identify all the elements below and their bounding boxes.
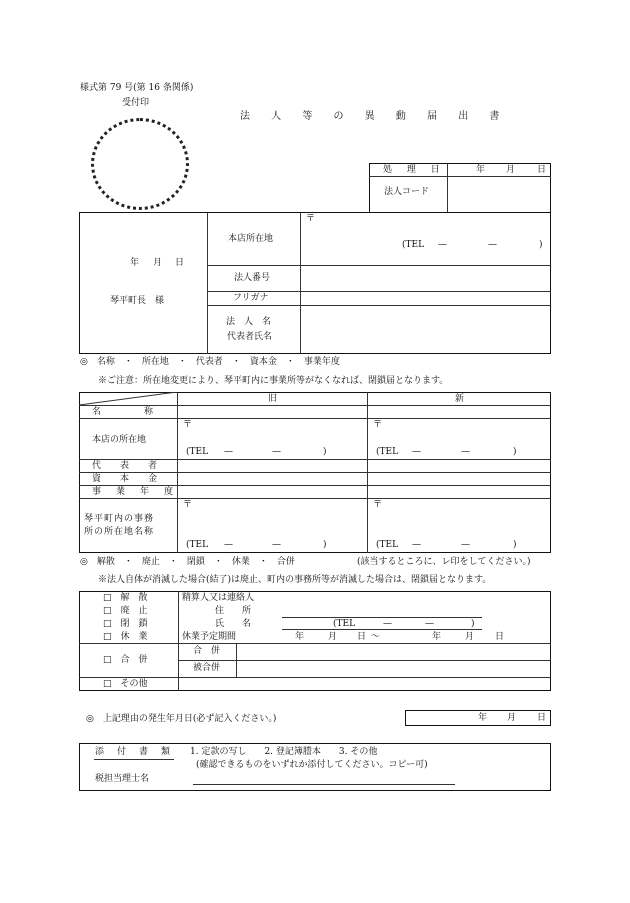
name-old-field[interactable] [179,406,366,417]
row-head-office: 本店の所在地 [92,435,147,445]
office-new-tel-open: (TEL [376,540,399,550]
new-tel-dash-1: — [412,447,421,457]
row-name: 名 称 [92,407,158,417]
office-day: 日 [537,165,547,175]
head-office-new-field[interactable] [369,419,550,458]
applicant-date-year: 年 [130,258,140,268]
susp-tilde: ～ [371,632,381,642]
office-old-tel-close: ) [323,540,327,550]
capital-new-field[interactable] [369,473,550,484]
attachments-note: (確認できるものをいずれか添付してください。コピー可) [196,760,428,770]
check-dissolution[interactable]: □ 解 散 [103,593,148,603]
head-office-field[interactable] [302,213,550,264]
merger-field[interactable] [238,644,550,659]
new-tel-close: ) [513,447,517,457]
rep-new-field[interactable] [369,460,550,471]
occ-month: 月 [507,713,517,723]
office-new-tel-close: ) [513,540,517,550]
attachments-label: 添 付 書 類 [95,747,173,757]
section2-heading-note: (該当するところに、レ印をしてください。) [357,557,531,567]
merged-field[interactable] [238,661,550,676]
corp-code-label: 法人コード [384,187,430,197]
occ-year: 年 [478,713,488,723]
new-tel-dash-2: — [461,447,470,457]
tel-dash-2: — [488,240,497,250]
section2-heading: ◎ 解散 ・ 廃止 ・ 閉鎖 ・ 休業 ・ 合併 [80,557,295,567]
row-capital: 資 本 金 [92,474,163,484]
furigana-label: フリガナ [233,293,269,303]
liq-tel-dash-1: — [383,619,392,629]
corp-name-label: 法 人 名 [226,317,272,327]
old-tel-dash-1: — [224,447,233,457]
tel-close: ) [539,240,543,250]
old-tel-close: ) [323,447,327,457]
liq-tel-open: (TEL [333,619,356,629]
merger-label: 合 併 [193,646,221,656]
office-old-postal: 〒 [183,500,193,510]
old-tel-open: (TEL [186,447,209,457]
occurrence-label: ◎ 上記理由の発生年月日(必ず記入ください。) [86,714,277,724]
tel-dash-1: — [438,240,447,250]
section1-heading: ◎ 名称 ・ 所在地 ・ 代表者 ・ 資本金 ・ 事業年度 [80,357,340,367]
name-label: 氏 名 [215,619,252,629]
old-tel-dash-2: — [272,447,281,457]
head-office-old-field[interactable] [179,419,366,458]
address-label: 住 所 [215,606,252,616]
receipt-stamp-label: 受付印 [122,98,150,108]
tax-accountant-label: 税担当理士名 [95,774,150,784]
form-number: 様式第 79 号(第 16 条関係) [80,83,194,93]
header-diagonal [79,392,177,405]
name-new-field[interactable] [369,406,550,417]
tax-accountant-field[interactable] [193,772,455,784]
liquidator-label: 精算人又は連絡人 [182,593,255,603]
office-old-field[interactable] [179,499,366,552]
check-suspension[interactable]: □ 休 業 [103,632,148,642]
new-tel-open: (TEL [376,447,399,457]
office-year: 年 [476,165,486,175]
addressee: 琴平町長 様 [110,296,165,306]
other-field[interactable] [180,678,550,690]
liq-tel-close: ) [471,619,475,629]
capital-old-field[interactable] [179,473,366,484]
liquidator-name-field[interactable] [282,618,332,629]
office-old-tel-open: (TEL [186,540,209,550]
liquidator-address-field[interactable] [282,605,482,617]
section2-note: ※法人自体が消滅した場合(結了)は廃止、町内の事務所等が消滅した場合は、閉鎖届となります。 [98,575,492,585]
row-fiscal: 事 業 年 度 [92,487,177,497]
processing-date-label: 処 理 日 [383,165,446,175]
office-month: 月 [506,165,516,175]
office-new-tel-dash-2: — [461,540,470,550]
check-closure[interactable]: □ 閉 鎖 [103,619,148,629]
susp-year-from: 年 [295,632,305,642]
head-office-label: 本店所在地 [228,234,274,244]
occ-day: 日 [537,713,547,723]
susp-year-to: 年 [432,632,442,642]
postal-mark: 〒 [306,214,316,224]
applicant-date-month: 月 [153,258,163,268]
check-other[interactable]: □ その他 [103,679,148,689]
receipt-stamp-circle [91,118,189,210]
corp-number-label: 法人番号 [234,273,271,283]
office-new-tel-dash-1: — [412,540,421,550]
suspension-label: 休業予定期間 [182,632,237,642]
merged-label: 被合併 [193,663,221,673]
office-old-tel-dash-1: — [224,540,233,550]
row-office-line1: 琴平町内の事務 [84,514,155,524]
check-merger[interactable]: □ 合 併 [103,655,148,665]
col-old: 旧 [268,394,278,404]
old-postal: 〒 [183,420,193,430]
corp-code-field[interactable] [448,177,550,212]
office-old-tel-dash-2: — [272,540,281,550]
furigana-field[interactable] [302,292,550,304]
office-new-field[interactable] [369,499,550,552]
row-rep: 代 表 者 [92,461,163,471]
corp-name-field[interactable] [302,306,550,353]
check-abolition[interactable]: □ 廃 止 [103,606,148,616]
office-new-postal: 〒 [373,500,383,510]
fiscal-old-field[interactable] [179,486,366,497]
susp-month-from: 月 [328,632,338,642]
liq-tel-dash-2: — [425,619,434,629]
col-new: 新 [455,394,465,404]
corp-number-field[interactable] [302,266,550,290]
rep-name-label: 代表者氏名 [227,332,273,342]
fiscal-new-field[interactable] [369,486,550,497]
attachments-items: 1. 定款の写し 2. 登記簿謄本 3. その他 [190,747,378,757]
rep-old-field[interactable] [179,460,366,471]
applicant-date-day: 日 [175,258,185,268]
new-postal: 〒 [373,420,383,430]
susp-month-to: 月 [465,632,475,642]
susp-day-to: 日 [495,632,505,642]
tel-open: (TEL [402,240,425,250]
section1-note: ※ご注意：所在地変更により、琴平町内に事業所等がなくなれば、閉鎖届となります。 [98,376,449,386]
row-office-line2: 所の所在地名称 [84,527,155,537]
susp-day-from: 日 [357,632,367,642]
form-title: 法 人 等 の 異 動 届 出 書 [240,111,509,122]
